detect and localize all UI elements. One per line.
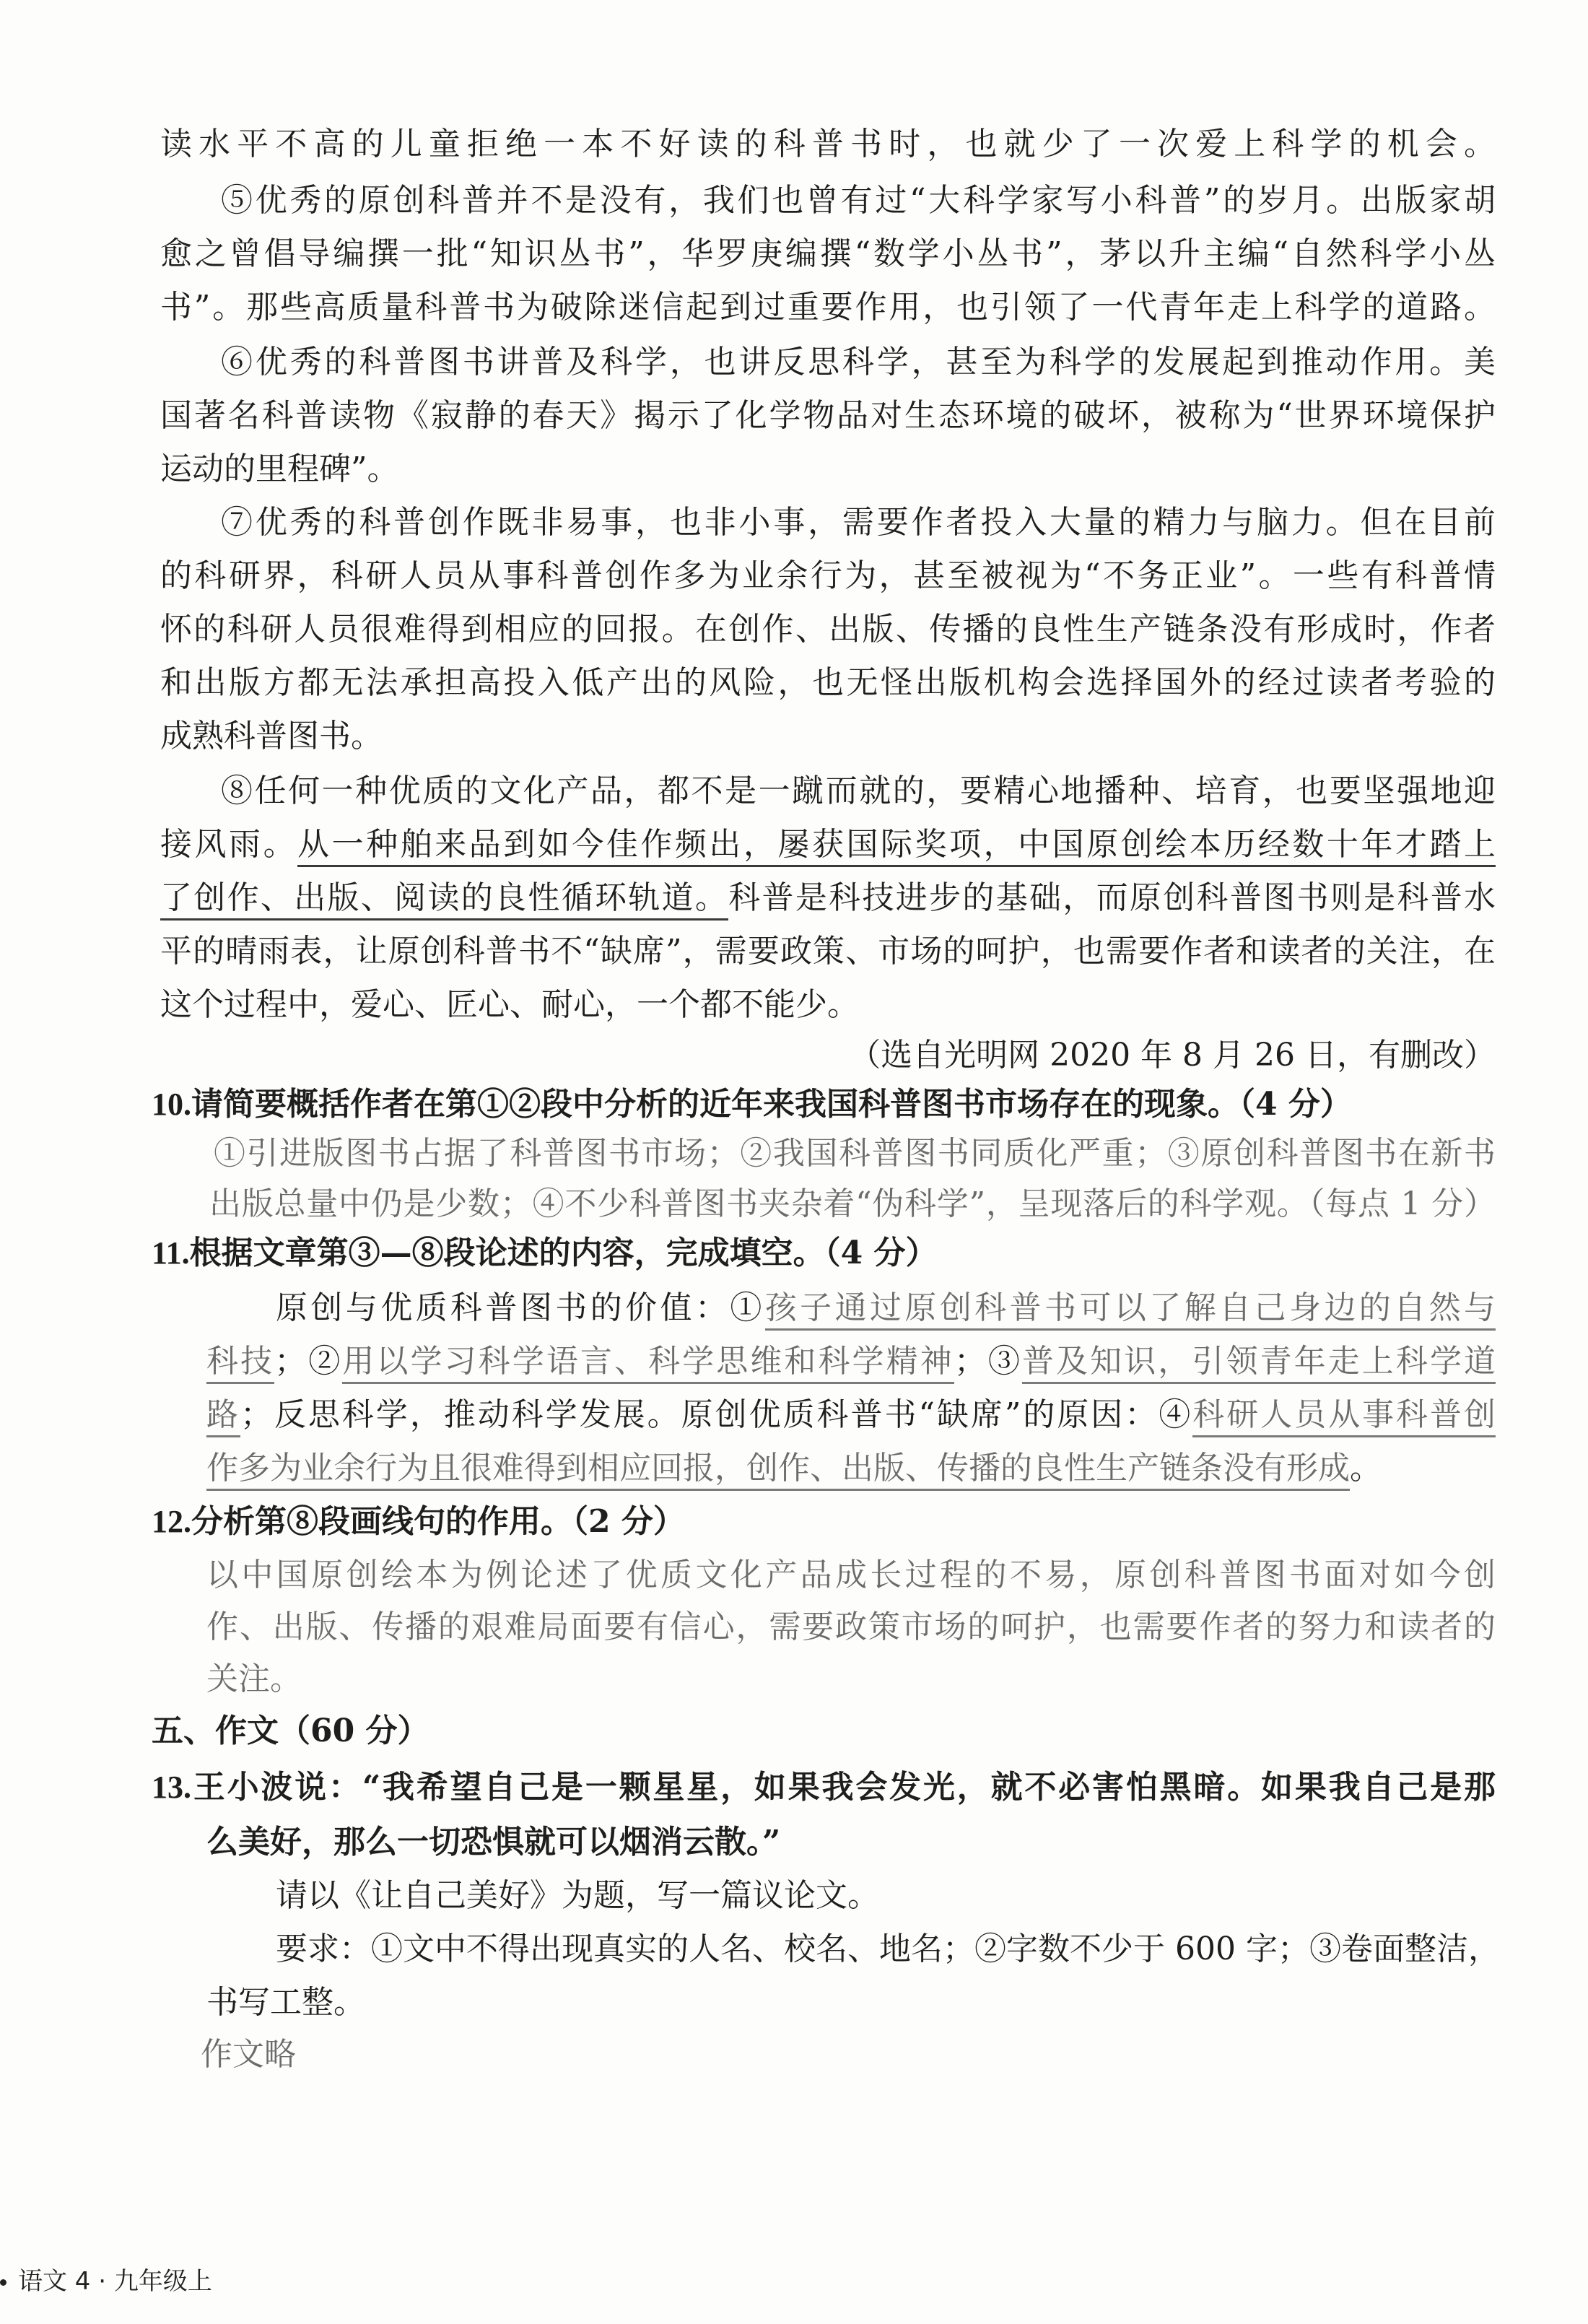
fill-blank-line xyxy=(206,1450,1496,1487)
fill-text: ；反思科学，推动科学发展。原创优质科普书“缺席”的原因：④ xyxy=(240,1396,1193,1433)
fill-text: 。 xyxy=(1350,1450,1382,1487)
paragraph-7-line: 怀的科研人员很难得到相应的回报。在创作、出版、传播的良性生产链条没有形成时，作者 xyxy=(160,611,1496,648)
paragraph-8-line: 平的晴雨表，让原创科普书不“缺席”，需要政策、市场的呵护，也需要作者和读者的关注，在 xyxy=(160,933,1496,970)
question-number: 10. xyxy=(152,1087,191,1122)
answer-line: 以中国原创绘本为例论述了优质文化产品成长过程的不易，原创科普图书面对如今创 xyxy=(206,1557,1496,1593)
paragraph-7-line: 的科研界，科研人员从事科普创作多为业余行为，甚至被视为“不务正业”。一些有科普情 xyxy=(160,557,1496,594)
answer-line: 出版总量中仍是少数；④不少科普图书夹杂着“伪科学”，呈现落后的科学观。（每点 1 分） xyxy=(209,1185,1496,1222)
fill-blank-line xyxy=(206,1396,1496,1433)
question-number: 13. xyxy=(152,1770,191,1805)
fill-text: ；③ xyxy=(954,1343,1022,1380)
question-prompt: 根据文章第③—⑧段论述的内容，完成填空。（4 分） xyxy=(189,1235,938,1271)
paragraph-5-line: ⑤优秀的原创科普并不是没有，我们也曾有过“大科学家写小科普”的岁月。出版家胡 xyxy=(221,182,1496,219)
paragraph-7-line: ⑦优秀的科普创作既非易事，也非小事，需要作者投入大量的精力与脑力。但在目前 xyxy=(221,504,1496,541)
source-citation: （选自光明网 2020 年 8 月 26 日，有删改） xyxy=(849,1037,1496,1074)
question-10 xyxy=(152,1086,1487,1123)
underlined-sentence: 从一种舶来品到如今佳作频出，屡获国际奖项，中国原创绘本历经数十年才踏上 xyxy=(297,826,1496,867)
paragraph-5-line: 书”。那些高质量科普书为破除迷信起到过重要作用，也引领了一代青年走上科学的道路。 xyxy=(160,289,1496,326)
section-title: 五、作文（60 分） xyxy=(152,1712,429,1749)
question-number: 11. xyxy=(152,1235,190,1271)
question-11 xyxy=(152,1237,1487,1269)
blank-answer: 用以学习科学语言、科学思维和科学精神 xyxy=(342,1343,954,1384)
paragraph-8-line xyxy=(160,879,1496,916)
paragraph-8-text: 科普是科技进步的基础，而原创科普图书则是科普水 xyxy=(728,879,1496,916)
answer-line: 关注。 xyxy=(206,1661,302,1697)
question-prompt: 王小波说：“我希望自己是一颗星星，如果我会发光，就不必害怕黑暗。如果我自己是那 xyxy=(191,1769,1496,1806)
paragraph-6-line: ⑥优秀的科普图书讲普及科学，也讲反思科学，甚至为科学的发展起到推动作用。美 xyxy=(221,344,1496,380)
blank-answer: 孩子通过原创科普书可以了解自己身边的自然与 xyxy=(765,1289,1496,1331)
answer-line: 作、出版、传播的艰难局面要有信心，需要政策市场的呵护，也需要作者的努力和读者的 xyxy=(206,1609,1496,1645)
answer-line: ①引进版图书占据了科普图书市场；②我国科普图书同质化严重；③原创科普图书在新书 xyxy=(214,1135,1496,1172)
blank-answer: 科技 xyxy=(206,1343,274,1384)
paragraph-7-line: 和出版方都无法承担高投入低产出的风险，也无怪出版机构会选择国外的经过读者考验的 xyxy=(160,664,1496,701)
paragraph-5-line: 愈之曾倡导编撰一批“知识丛书”，华罗庚编撰“数学小丛书”，茅以升主编“自然科学小丛 xyxy=(160,235,1496,272)
question-prompt-line: 么美好，那么一切恐惧就可以烟消云散。” xyxy=(206,1824,781,1860)
writing-requirements: 要求：①文中不得出现真实的人名、校名、地名；②字数不少于 600 字；③卷面整洁， xyxy=(276,1931,1500,1967)
writing-task: 请以《让自己美好》为题，写一篇议论文。 xyxy=(276,1877,879,1914)
blank-answer: 路 xyxy=(206,1396,240,1437)
paragraph-6-line: 运动的里程碑”。 xyxy=(160,451,399,487)
paragraph-8-line xyxy=(160,826,1496,863)
blank-answer: 科研人员从事科普创 xyxy=(1192,1396,1496,1437)
question-12 xyxy=(152,1503,1487,1540)
paragraph-8-line: 这个过程中，爱心、匠心、耐心，一个都不能少。 xyxy=(160,986,859,1023)
page-footer xyxy=(0,2261,212,2297)
fill-blank-line xyxy=(276,1289,1496,1326)
paragraph-8-line: ⑧任何一种优质的文化产品，都不是一蹴而就的，要精心地播种、培育，也要坚强地迎 xyxy=(221,773,1496,809)
paragraph-7-line: 成熟科普图书。 xyxy=(160,718,383,754)
footer-text: 语文 4 · 九年级上 xyxy=(18,2267,212,2296)
answer-line: 作文略 xyxy=(201,2036,296,2073)
underlined-sentence: 了创作、出版、阅读的良性循环轨道。 xyxy=(160,879,728,921)
fill-blank-line xyxy=(206,1343,1496,1380)
paragraph-4-end: 读水平不高的儿童拒绝一本不好读的科普书时，也就少了一次爱上科学的机会。 xyxy=(160,126,1496,162)
question-number: 12. xyxy=(152,1504,191,1539)
question-prompt: 分析第⑧段画线句的作用。（2 分） xyxy=(191,1503,685,1540)
paragraph-8-text: 接风雨。 xyxy=(160,826,298,863)
blank-answer: 作多为业余行为且很难得到相应回报，创作、出版、传播的良性生产链条没有形成 xyxy=(206,1450,1350,1491)
bullet-dot-icon xyxy=(0,2279,6,2286)
question-13 xyxy=(152,1769,1496,1806)
blank-answer: 普及知识，引领青年走上科学道 xyxy=(1022,1343,1496,1384)
fill-text: 原创与优质科普图书的价值：① xyxy=(276,1289,765,1326)
fill-text: ；② xyxy=(274,1343,343,1380)
question-prompt: 请简要概括作者在第①②段中分析的近年来我国科普图书市场存在的现象。（4 分） xyxy=(191,1086,1352,1123)
writing-requirements: 书写工整。 xyxy=(206,1984,365,2021)
paragraph-6-line: 国著名科普读物《寂静的春天》揭示了化学物品对生态环境的破坏，被称为“世界环境保护 xyxy=(160,397,1496,434)
